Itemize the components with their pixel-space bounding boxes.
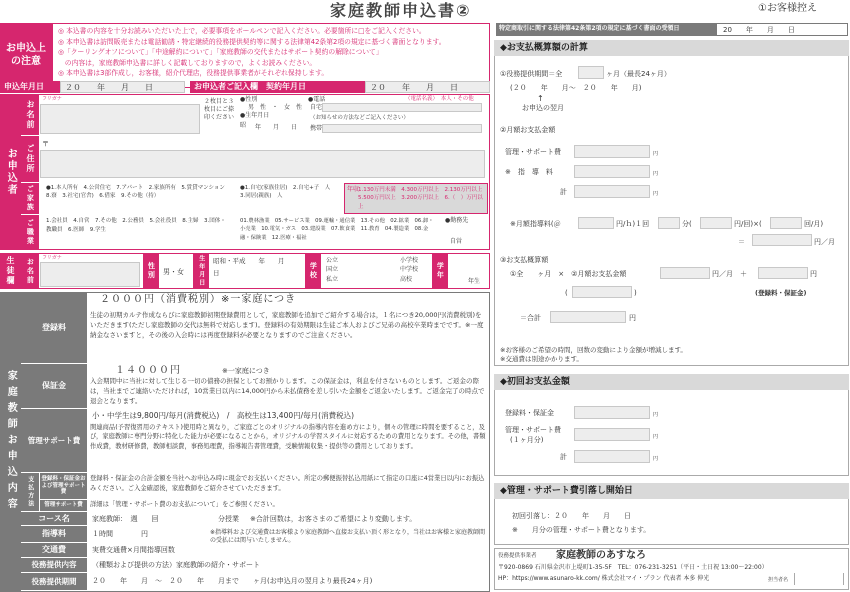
tel-home-label: 自宅 [310, 104, 323, 111]
s3-total-input[interactable] [550, 311, 626, 323]
s3-total-yen: 円 [629, 314, 636, 322]
name-label: お名前 [21, 95, 39, 135]
seal-note: ２枚目と３枚目にご捺印ください [203, 98, 234, 121]
period-label: 役務提供期間 [21, 573, 87, 590]
housing-items: ●1.自宅(家族住居) 2.自宅+子 人 3.同居(親族) 人 [240, 185, 336, 200]
service-content-label: 役務提供内容 [21, 558, 87, 572]
school-type: 公立 [326, 257, 339, 264]
payment-desc1: 登録料・保証金の合計金額を当社へお申込み時に現金でお支払いください。所定の郵便振替払込用紙にて指定の口座に4営業日以内にお振込みください。ご入金確認後，家庭教師をご紹介させていただきます。 [90, 475, 485, 492]
s2-support-input[interactable] [574, 145, 650, 158]
law-date[interactable]: 20 年 月 日 [716, 23, 848, 36]
law-label: 特定商取引に関する法律第42条第2項の規定に基づく書面の受領日 [496, 23, 716, 36]
footer-address: 〒920-0869 石川県金沢市上堤町1-35-5F TEL：076-231-3251（平日・土日祝 13:00～22:00） [498, 564, 768, 571]
s2-tutor-input[interactable] [574, 165, 650, 178]
school-grade: 中学校 [400, 266, 419, 274]
birth-label: ●生年月日 [240, 112, 270, 119]
arrow-up-icon: ↑ [537, 94, 544, 103]
school-label: 学校 [305, 254, 321, 288]
notice-title-line1: お申込上 [6, 43, 46, 54]
industry-items: 01.農林漁業 05.サービス業 09.運輸・通信業 13.その他 02.鉱業 06.卸・小売業 10.電気・ガス 03.建設業 07.飲食業 11.教育 04.製造業 08.金融・保険業 12.医療・福祉 [240, 218, 434, 241]
applicant-name-input[interactable] [40, 104, 200, 134]
initial-support-yen: 円 [653, 434, 659, 440]
course-value[interactable]: 家庭教師： 週 回 [92, 515, 159, 523]
school-grade: 高校 [400, 275, 413, 283]
registration-desc: 生徒の初期カルテ作成ならびに家庭教師初期登録費用として，家庭教師を追加でご紹介する場合は，１名につき20,000円(消費税別)をいただきます(ただし家庭教師の交代は無料で対応します)。登録料の有効期限は生徒ご本人およびご兄弟の高校卒業時までです。※一度納金なさいますと，その後の入会時には再度登録料が必要となりますのでご注意ください。 [90, 311, 484, 340]
deposit-note: ※一家庭につき [222, 367, 270, 375]
school-types[interactable] [326, 256, 338, 284]
s3-total-label: ＝合計 [520, 314, 541, 322]
s3-paren-open: ( [565, 289, 568, 297]
school-grade: 小学校 [400, 257, 419, 264]
lesson-label: 指導料 [21, 526, 87, 542]
student-gender-value[interactable]: 男・女 [163, 268, 184, 276]
initial-total-yen: 円 [653, 456, 659, 462]
school-grades[interactable] [400, 256, 418, 284]
initial-title: ◆初回お支払金額 [494, 374, 849, 390]
start-title: ◆管理・サポート費引落し開始日 [494, 483, 849, 499]
s2-tutor-yen: 円 [653, 171, 659, 177]
start-line2[interactable]: ※ 月分の管理・サポート費となります。 [512, 526, 651, 534]
s2-total-label: 計 [560, 188, 567, 196]
s1-arrow-label: お申込の翌月 [522, 104, 564, 112]
service-label: ●勤務先 [445, 217, 469, 224]
footer-provider: 役務提供事業者 [498, 553, 537, 559]
registration-label: 登録料 [21, 293, 87, 363]
apply-date-label: 申込年月日 [0, 81, 60, 93]
apply-date-field[interactable]: ２０ 年 月 日 [60, 81, 185, 93]
s1-range[interactable]: (２０ 年 月～ ２０ 年 月) [510, 84, 642, 92]
deposit-desc: 入会期間中に当社に対して生じる一切の債務の担保としてお預かりします。この保証金は，利息を付さないものとします。ご返金の際は，当社までご連絡いただければ，10営業日以内に14,000円から未払債務を差し引いた金額をご返金いたします。ご返金完了の時点で退会となります。 [90, 377, 485, 406]
student-name-label: お名前 [21, 254, 39, 288]
tel-mobile-label: 携帯 [310, 125, 323, 132]
address-input[interactable] [40, 150, 485, 178]
service-value: 自営 [450, 238, 463, 245]
s1-suffix: ヶ月（最長24ヶ月） [606, 70, 671, 78]
tutor-fee-total-input[interactable] [752, 234, 812, 246]
s3-reg-note: (登録料・保証金) [755, 289, 807, 297]
job-items: 1.会社員 4.自営 7.その他 2.公務員 5.会社役員 8.主婦 3.団体・教職員 6.医師 9.学生 [46, 218, 226, 233]
calc-note: ※お客様のご希望の時間，回数の変動により金額が増減します。 [500, 346, 687, 354]
job-label: ご職業 [21, 215, 39, 249]
student-side-label: 生徒欄 [0, 253, 20, 289]
notice-line: ◎ 本込書の内容を十分お読みいただいた上で，必要事項をボールペンで記入ください。必要箇所に□をご記入ください。 [58, 27, 426, 35]
transport-label: 交通費 [21, 543, 87, 557]
fees-side-label: 家庭教師お申込内容 [0, 292, 20, 592]
start-box [494, 499, 849, 545]
deposit-label: 保証金 [21, 364, 87, 408]
tutor-fee-times-input[interactable] [700, 217, 732, 229]
grade-value[interactable]: 年生 [468, 278, 481, 285]
s3-paren-close: ) [634, 289, 637, 297]
support-label: 管理サポート費 [21, 409, 87, 472]
footer-company: 家庭教師のあすなろ [556, 550, 646, 561]
registration-amount: ２０００円（消費税別）※一家庭につき [100, 294, 297, 305]
tutor-fee-per-month: 円／月 [814, 238, 835, 246]
tutor-fee-label: ※月額指導料(＠ [510, 220, 561, 228]
s1-label: ①役務提供期間＝全 [500, 70, 563, 78]
initial-support-sub: (１ヶ月分) [510, 436, 544, 444]
lesson-value[interactable]: １時間 円 [92, 530, 148, 538]
period-value[interactable]: ２０ 年 月 ～ ２０ 年 月まで ヶ月(お申込月の翌月より最長24ヶ月) [92, 577, 373, 585]
deposit-amount: １４０００円 [115, 365, 181, 376]
student-furigana: フリガナ [42, 255, 62, 261]
tel-note: （電話名義） 本人・その他 [405, 96, 474, 102]
tutor-fee-min: 分( [682, 220, 692, 228]
notice-line: ◎ 本申込書は3部作成し，お客様，紹介代理店，役務提供事業者がそれぞれ保持します。 [58, 69, 329, 78]
initial-support-input[interactable] [574, 428, 650, 441]
applicant-side-label: お申込者 [0, 94, 20, 250]
grade-label: 学年 [432, 254, 448, 288]
calc-note: ※交通費は別途かかります。 [500, 355, 583, 363]
tutor-fee-mid: 円/ｈ)１回 [616, 220, 650, 228]
gender-label: ●性別 [240, 96, 258, 103]
copy-label: ①お客様控え [758, 3, 817, 14]
initial-support-label: 管理・サポート費 [505, 426, 561, 434]
tutor-fee-count-input[interactable] [770, 217, 802, 229]
s2-support-label: 管理・サポート費 [505, 148, 561, 156]
student-gender-label: 性別 [143, 254, 159, 288]
s1-months-input[interactable] [578, 66, 604, 79]
s3-line1: ①全 ヶ月 × ②月額お支払金額 [510, 270, 627, 278]
s2-total-yen: 円 [653, 191, 659, 197]
page-title: 家庭教師申込書② [330, 1, 472, 20]
birth-value[interactable]: 年 月 日 [255, 124, 298, 131]
notice-line: ◎ 本申込書は訪問販売または電話勧誘・特定継続的役務提供契約等に関する法律第42条第2項の規定に基づく書面となります。 [58, 37, 446, 46]
s2-total-input[interactable] [574, 185, 650, 198]
calc-box [494, 56, 849, 366]
tutor-fee-rate-input[interactable] [578, 217, 614, 229]
tel-label: ●電話 [308, 96, 326, 103]
tel-home-input[interactable] [322, 103, 482, 112]
postal-label: 〒 [42, 140, 49, 148]
income-items: 1.130万円未満 4.300万円以上 2.130万円以上 5.500万円以上 3.200万円以上 6.（ ）万円以上 [358, 187, 488, 210]
initial-reg-input[interactable] [574, 406, 650, 419]
student-birth-value[interactable]: 昭和・平成 年 月 日 [213, 257, 298, 277]
initial-reg-label: 登録料・保証金 [505, 409, 554, 417]
payment-sub1: 登録料・保証金および管理サポート費 [40, 473, 87, 499]
school-type: 私立 [326, 275, 339, 283]
family-label: ご家族 [21, 183, 39, 214]
s3-amount-input[interactable] [660, 267, 710, 279]
s3-line1-end: 円／月 ＋ [712, 270, 747, 278]
start-line1[interactable]: 初回引落し：２０ 年 月 日 [512, 512, 631, 520]
s2-label: ②月額お支払金額 [500, 126, 556, 134]
payment-desc2: 詳細は「管理・サポート費のお支払について」をご参照ください。 [90, 501, 279, 508]
tutor-fee-times: 円/回)×( [734, 220, 762, 228]
initial-reg-yen: 円 [653, 412, 659, 418]
tel-note2: （お知らせの方法などご記入ください） [310, 115, 409, 121]
support-amount: 小・中学生は9,800円/毎月(消費税込) / 高校生は13,400円/毎月(消費税込) [92, 411, 354, 420]
s2-tutor-label: ※ 指 導 料 [505, 168, 553, 176]
course-note: ※合計回数は，お客さまのご希望により変動します。 [250, 515, 417, 523]
tel-mobile-input[interactable] [322, 124, 482, 133]
contract-date-field[interactable]: ２０ 年 月 日 [365, 81, 490, 93]
notice-box [52, 23, 490, 88]
support-desc: 関連商品(予習復習用のテキスト)使用時と異なり，ご家庭ごとのオリジナルの指導内容を進め方により，個々の管理に時間を要すること，及び，家庭教師に専門分野に特化した能力が必要になることから，オリジナルの学習スタイルに対応するための費用となります。その他，書類作成費，教材研修費，教師相談費，事務処理費，指導報告書管理費，受験情報収集・提供等の費用としております。 [90, 424, 486, 450]
address-label: ご住所 [21, 136, 39, 182]
course-label: コース名 [21, 512, 87, 525]
student-name-input[interactable] [40, 262, 140, 287]
footer-url: HP：https://www.asunaro-kk.com/ 株式会社マイ・プラン 代表者 本多 伸光 [498, 575, 710, 582]
tutor-fee-eq: ＝ [738, 238, 745, 246]
lesson-note: ※指導料および交通費はお客様より家庭教師へ直接お支払い頂く形となり，当社はお客様と家庭教師間の受払には関与いたしません。 [210, 529, 486, 545]
service-content-value: （種類および提供の方法）家庭教師の紹介・サポート [92, 561, 260, 569]
s2-support-yen: 円 [653, 151, 659, 157]
transport-value: 実費交通費×月間指導回数 [92, 546, 175, 554]
stamp-box[interactable] [794, 573, 844, 585]
payment-label: 支払方法 [21, 473, 39, 511]
notice-title-line2: の注意 [11, 55, 41, 67]
s3-paren-input[interactable] [572, 286, 632, 298]
gender-options[interactable]: 男 性 ・ 女 性 [248, 104, 303, 111]
footer-stamp-label: 担当者名 [768, 577, 789, 583]
school-type: 国立 [326, 266, 339, 274]
contract-label: お申込者ご記入欄 契約年月日 [190, 81, 365, 93]
calc-title: ◆お支払概算額の計算 [494, 40, 849, 56]
tutor-fee-min-input[interactable] [658, 217, 680, 229]
course-min[interactable]: 分授業 [218, 515, 239, 523]
furigana-label: フリガナ [42, 96, 62, 102]
payment-sub2: 管理サポート費 [40, 500, 87, 511]
birth-era: 昭 [240, 122, 247, 129]
student-birth-label: 生年月日 [193, 254, 209, 288]
tutor-fee-count: 回/月) [804, 220, 824, 228]
notice-line: の内容は，家庭教師申込書に詳しく記載しておりますので，よくお読みください。 [58, 58, 317, 67]
initial-total-input[interactable] [574, 450, 650, 463]
income-label: 年収 [347, 186, 360, 193]
notice-title [0, 23, 52, 88]
initial-total-label: 計 [560, 453, 567, 461]
family-items: ●1.本人所有 4.公営住宅 7.アパート 2.家族所有 5.賃貸マンション 8.寮 3.社宅(官舎) 6.借家 9.その他（持） [46, 185, 231, 200]
s3-reg-input[interactable] [758, 267, 808, 279]
s3-label: ③お支払概算額 [500, 256, 549, 264]
s3-reg-yen: 円 [810, 270, 817, 278]
notice-line: ◎「クーリングオフについて」「中途解約について」「家庭教師の交代またはサポート契約の解除について」 [58, 48, 383, 57]
